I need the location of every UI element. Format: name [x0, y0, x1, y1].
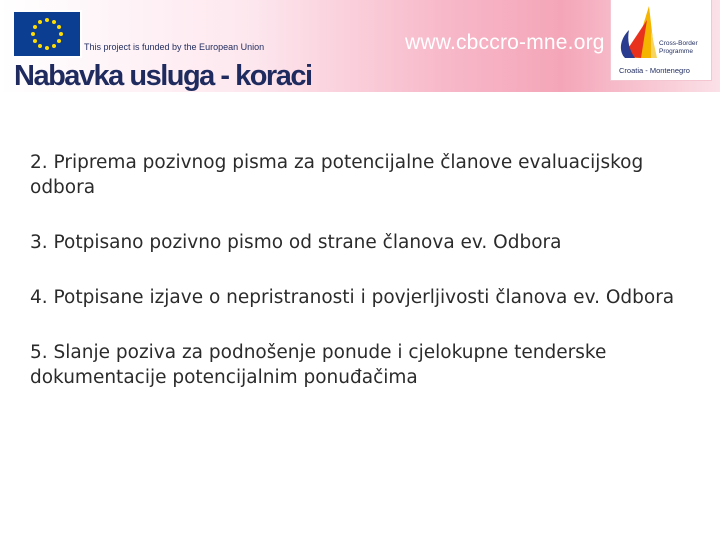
eu-funding-block [12, 10, 302, 56]
site-url: www.cbccro-mne.org [405, 31, 605, 54]
step-item: 3. Potpisano pozivno pismo od strane članova ev. Odbora [30, 232, 562, 253]
steps-list [30, 150, 700, 420]
program-countries: Croatia - Montenegro [619, 66, 690, 75]
slide-title: Nabavka usluga - koraci [14, 60, 312, 92]
eu-flag-icon [12, 10, 82, 58]
program-name-line: Programme [659, 48, 693, 55]
program-name-line: Cross-Border [659, 40, 698, 47]
step-item: 2. Priprema pozivnog pisma za potencijalne članove evaluacijskog odbora [30, 152, 644, 198]
step-item: 4. Potpisane izjave o nepristranosti i povjerljivosti članova ev. Odbora [30, 287, 675, 308]
program-name [659, 40, 709, 56]
eu-funding-text: This project is funded by the European Union [84, 42, 265, 52]
cross-border-program-logo [610, 0, 712, 81]
step-item: 5. Slanje poziva za podnošenje ponude i cjelokupne tenderske dokumentacije potencijalnim ponuđačima [30, 342, 607, 388]
